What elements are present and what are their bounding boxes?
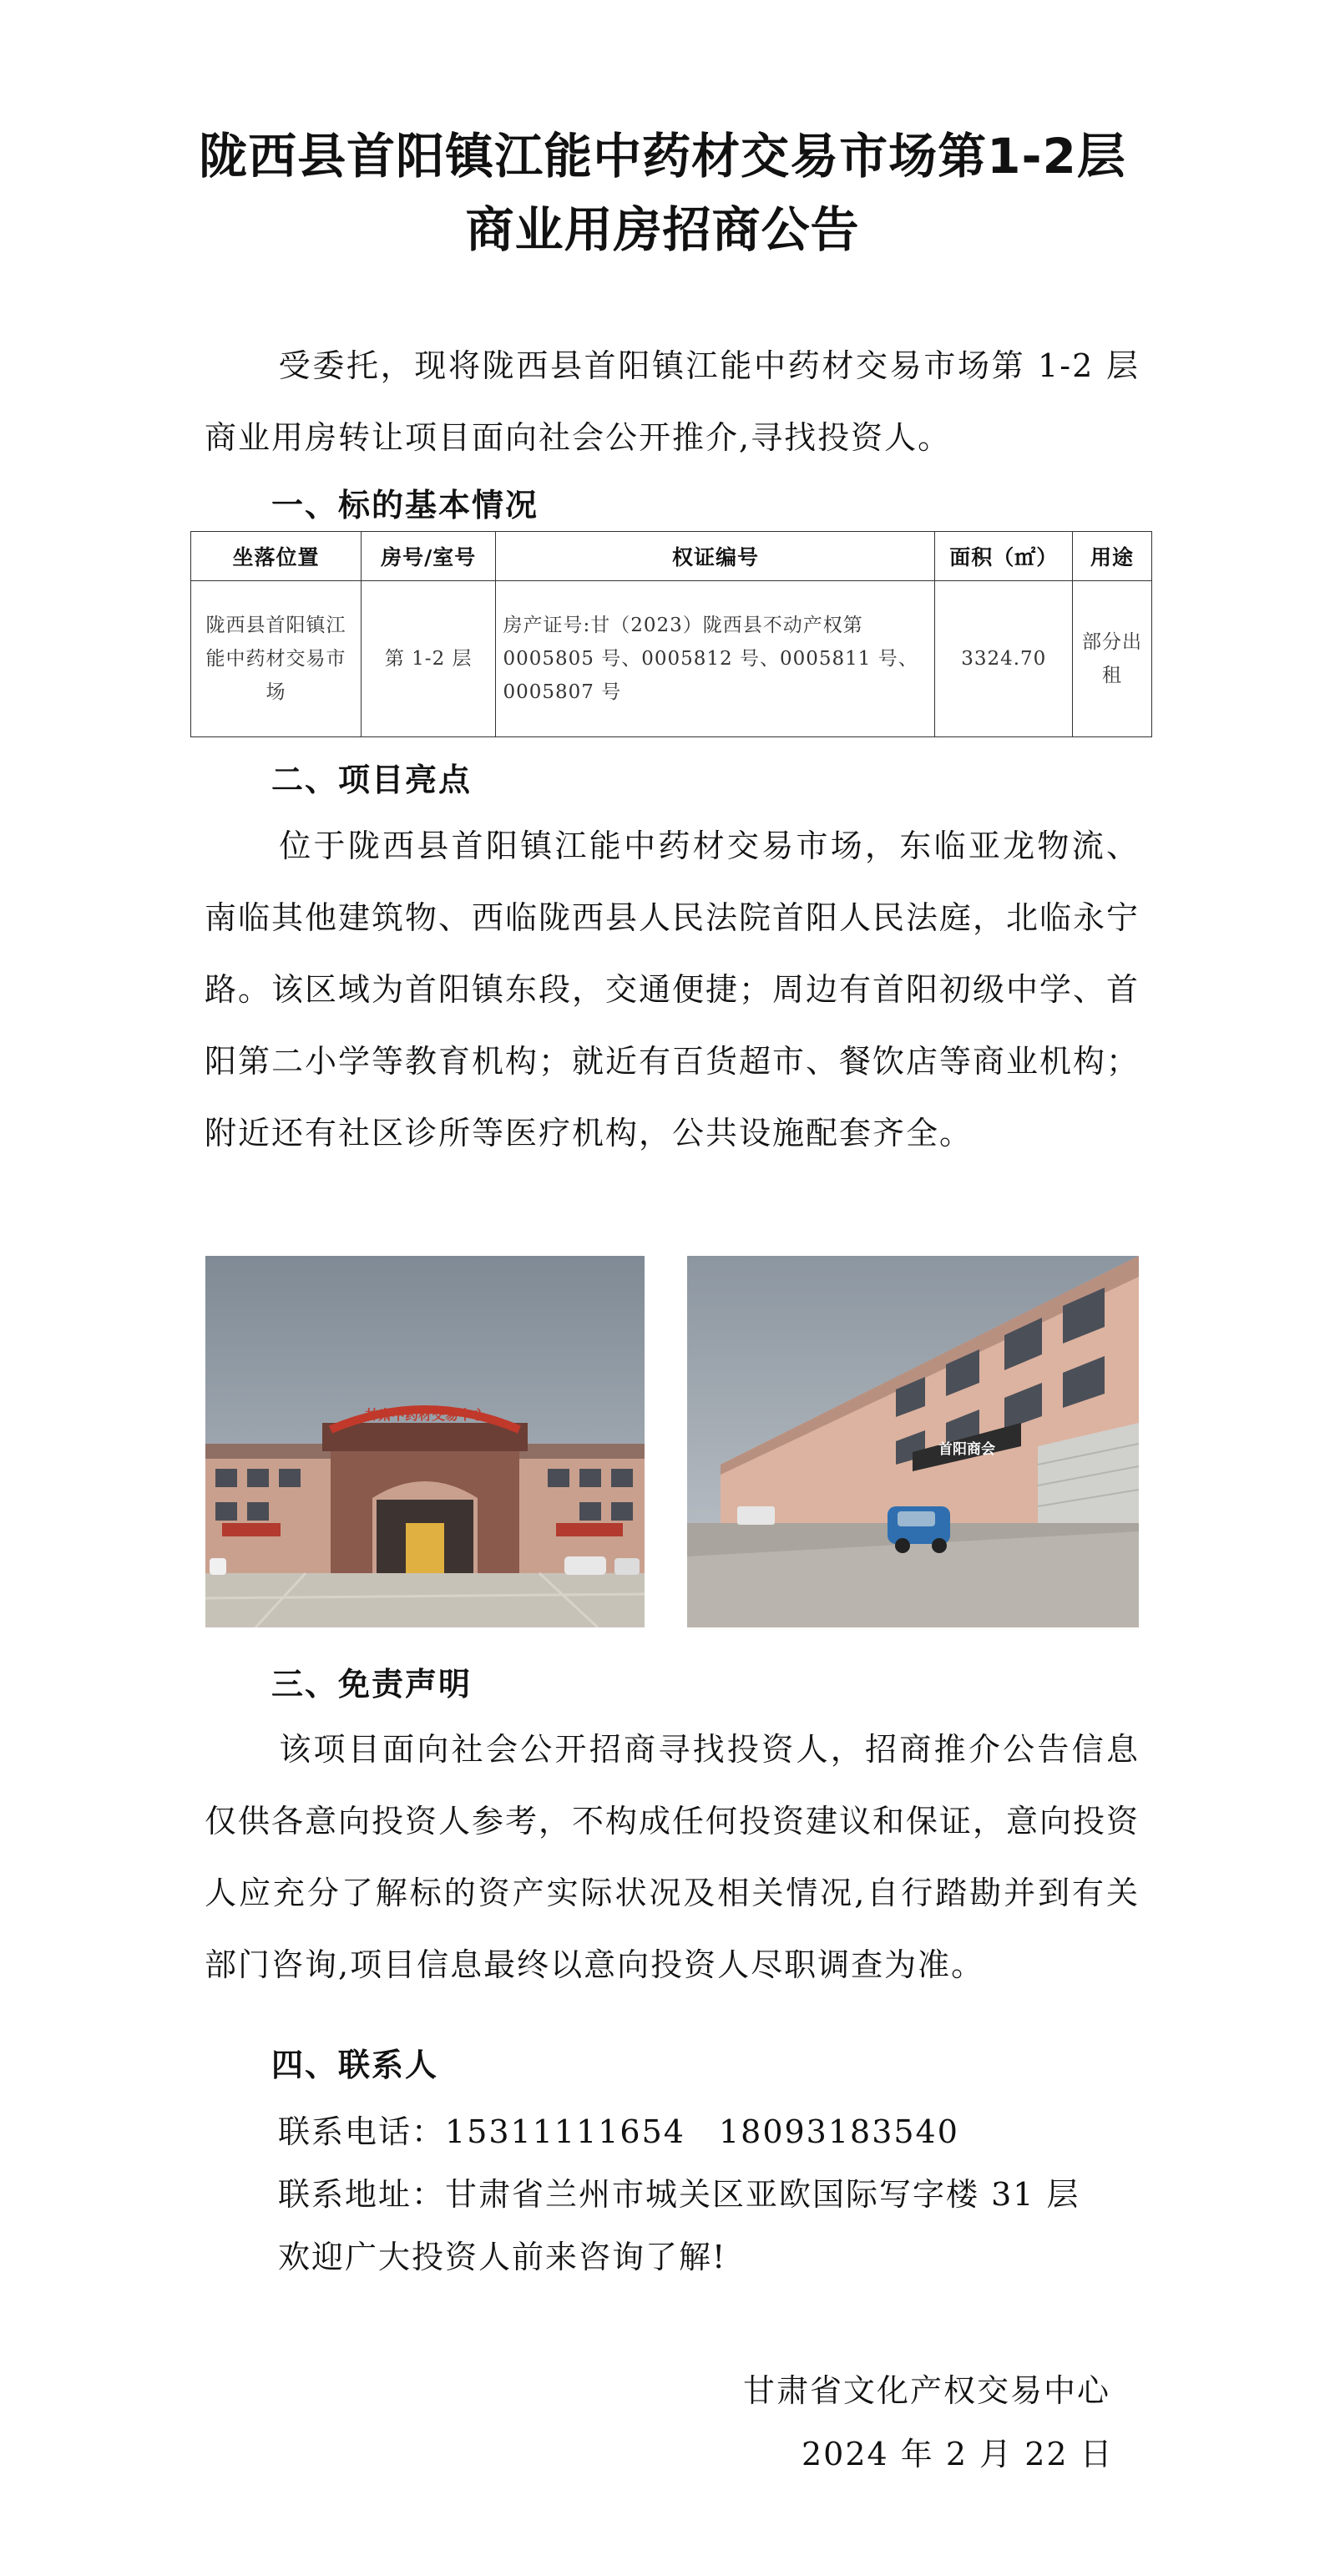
market-gate-photo bbox=[205, 1256, 645, 1627]
signature-date: 2024 年 2 月 22 日 bbox=[802, 2436, 1114, 2472]
header-certificate: 权证编号 bbox=[496, 532, 935, 581]
section2-heading: 二、项目亮点 bbox=[271, 762, 473, 798]
header-usage: 用途 bbox=[1073, 532, 1152, 581]
market-gate-illustration bbox=[205, 1256, 645, 1627]
intro-text: 受委托，现将陇西县首阳镇江能中药材交易市场第 1-2 层商业用房转让项目面向社会公开推介,寻找投资人。 bbox=[205, 347, 1140, 456]
section4-heading: 四、联系人 bbox=[271, 2047, 439, 2083]
header-area: 面积（㎡） bbox=[935, 532, 1073, 581]
section3-text: 该项目面向社会公开招商寻找投资人，招商推介公告信息仅供各意向投资人参考，不构成任何投资建议和保证，意向投资人应充分了解标的资产实际状况及相关情况,自行踏勘并到有关部门咨询,项目信息最终以意向投资人尽职调查为准。 bbox=[205, 1731, 1140, 1983]
cell-area: 3324.70 bbox=[935, 581, 1073, 737]
section1-heading: 一、标的基本情况 bbox=[271, 487, 539, 524]
building-exterior-photo bbox=[687, 1256, 1139, 1627]
building-exterior-illustration bbox=[687, 1256, 1139, 1627]
signature-org: 甘肃省文化产权交易中心 bbox=[743, 2372, 1111, 2409]
header-location: 坐落位置 bbox=[191, 532, 362, 581]
cell-location: 陇西县首阳镇江能中药材交易市场 bbox=[191, 581, 362, 737]
property-table bbox=[190, 531, 1152, 737]
header-room: 房号/室号 bbox=[361, 532, 496, 581]
gate-sign-text: 甘肃中药材交易中心 bbox=[364, 1407, 486, 1423]
address-line bbox=[278, 2169, 1080, 2214]
intro-paragraph bbox=[205, 330, 1140, 473]
cell-certificate: 房产证号:甘（2023）陇西县不动产权第 0005805 号、0005812 号、0005811 号、0005807 号 bbox=[496, 581, 935, 737]
address-label: 联系地址： bbox=[278, 2176, 446, 2213]
address-text: 甘肃省兰州市城关区亚欧国际写字楼 31 层 bbox=[445, 2176, 1080, 2213]
cell-room: 第 1-2 层 bbox=[361, 581, 496, 737]
welcome-line: 欢迎广大投资人前来咨询了解! bbox=[278, 2239, 727, 2275]
section3-paragraph bbox=[205, 1713, 1140, 2001]
table-row bbox=[191, 581, 1152, 737]
phone-label: 联系电话： bbox=[278, 2113, 446, 2150]
shop-sign-text: 首阳商会 bbox=[938, 1441, 995, 1458]
section2-text: 位于陇西县首阳镇江能中药材交易市场，东临亚龙物流、南临其他建筑物、西临陇西县人民法院首阳人民法庭，北临永宁路。该区域为首阳镇东段，交通便捷；周边有首阳初级中学、首阳第二小学等教育机构；就近有百货超市、餐饮店等商业机构；附近还有社区诊所等医疗机构，公共设施配套齐全。 bbox=[205, 827, 1140, 1151]
table-header-row bbox=[191, 532, 1152, 581]
section3-heading: 三、免责声明 bbox=[271, 1666, 473, 1703]
page-title-line2: 商业用房招商公告 bbox=[465, 201, 860, 258]
page-title-line1: 陇西县首阳镇江能中药材交易市场第1-2层 bbox=[199, 128, 1126, 185]
cell-usage: 部分出租 bbox=[1073, 581, 1152, 737]
section2-paragraph bbox=[205, 810, 1140, 1169]
phone-number-2: 18093183540 bbox=[718, 2113, 959, 2150]
phone-line bbox=[278, 2106, 959, 2152]
phone-number-1: 15311111654 bbox=[445, 2113, 685, 2150]
